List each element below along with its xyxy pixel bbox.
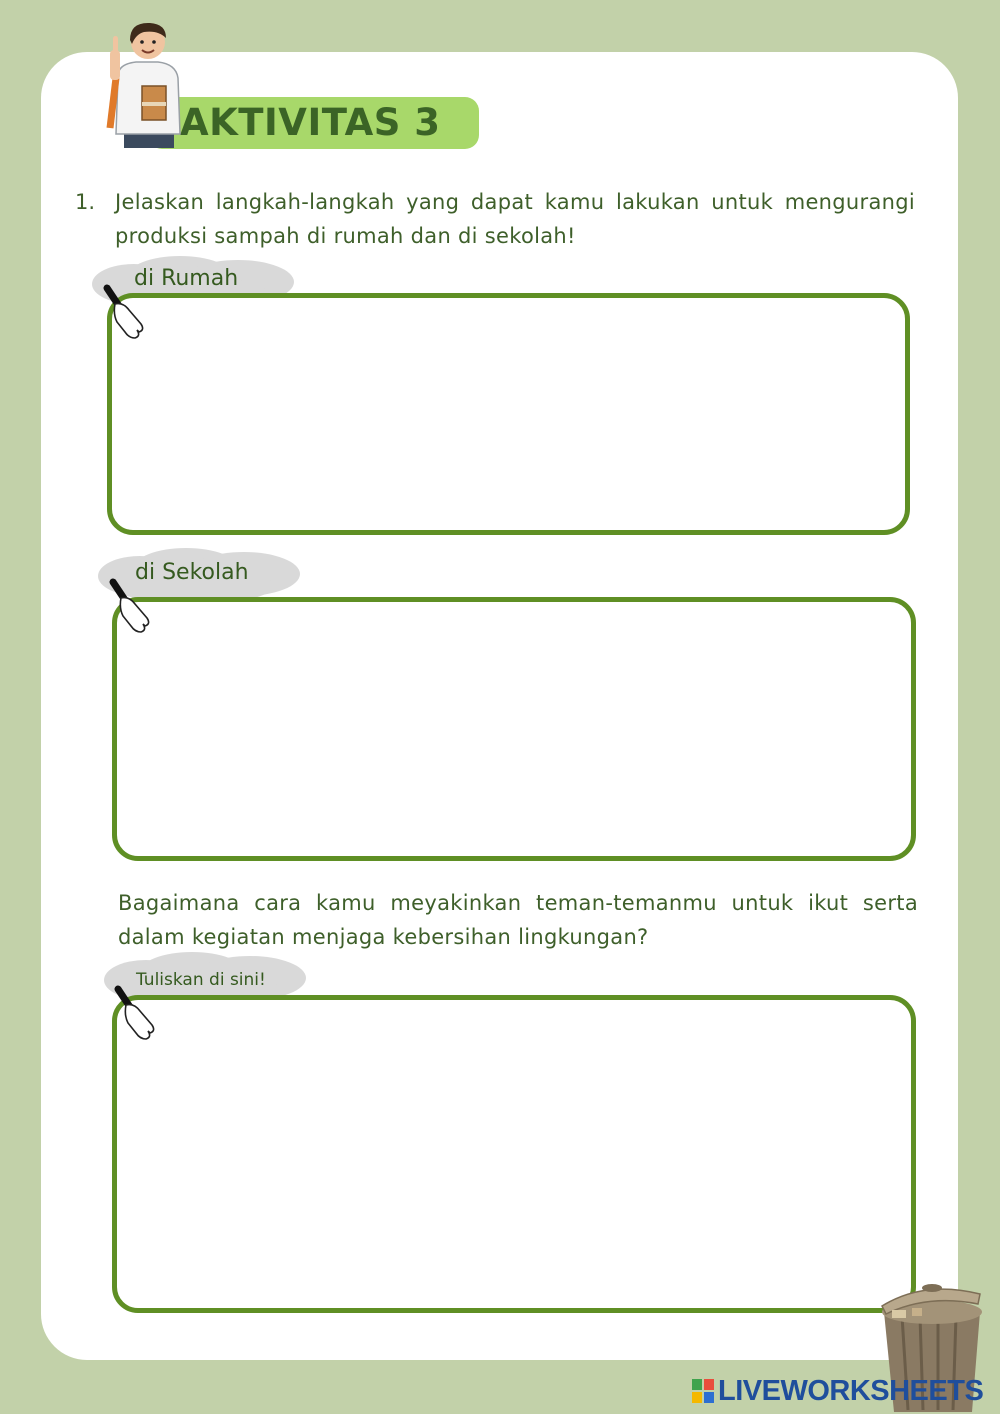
section-label-rumah: di Rumah — [134, 266, 239, 291]
answer-box-rumah[interactable] — [107, 293, 910, 535]
answer-box-sekolah[interactable] — [112, 597, 916, 861]
pointing-hand-icon — [103, 284, 147, 340]
question-2-text: Bagaimana cara kamu meyakinkan teman-temanmu untuk ikut serta dalam kegiatan menjaga kebersihan lingkungan? — [118, 891, 918, 949]
liveworksheets-brand — [692, 1374, 983, 1408]
section-label-write-here: Tuliskan di sini! — [136, 970, 266, 990]
answer-box-persuasion[interactable] — [112, 995, 916, 1313]
teacher-illustration — [96, 16, 196, 148]
pointing-hand-icon — [114, 985, 158, 1041]
activity-title: AKTIVITAS 3 — [180, 101, 441, 144]
question-1-text: Jelaskan langkah-langkah yang dapat kamu lakukan untuk mengurangi produksi sampah di rumah dan di sekolah! — [115, 190, 915, 248]
liveworksheets-logo-icon — [692, 1379, 714, 1403]
section-label-sekolah: di Sekolah — [135, 560, 249, 585]
question-1-number: 1. — [75, 190, 96, 214]
pointing-hand-icon — [109, 578, 153, 634]
brand-name: LIVEWORKSHEETS — [718, 1375, 984, 1407]
